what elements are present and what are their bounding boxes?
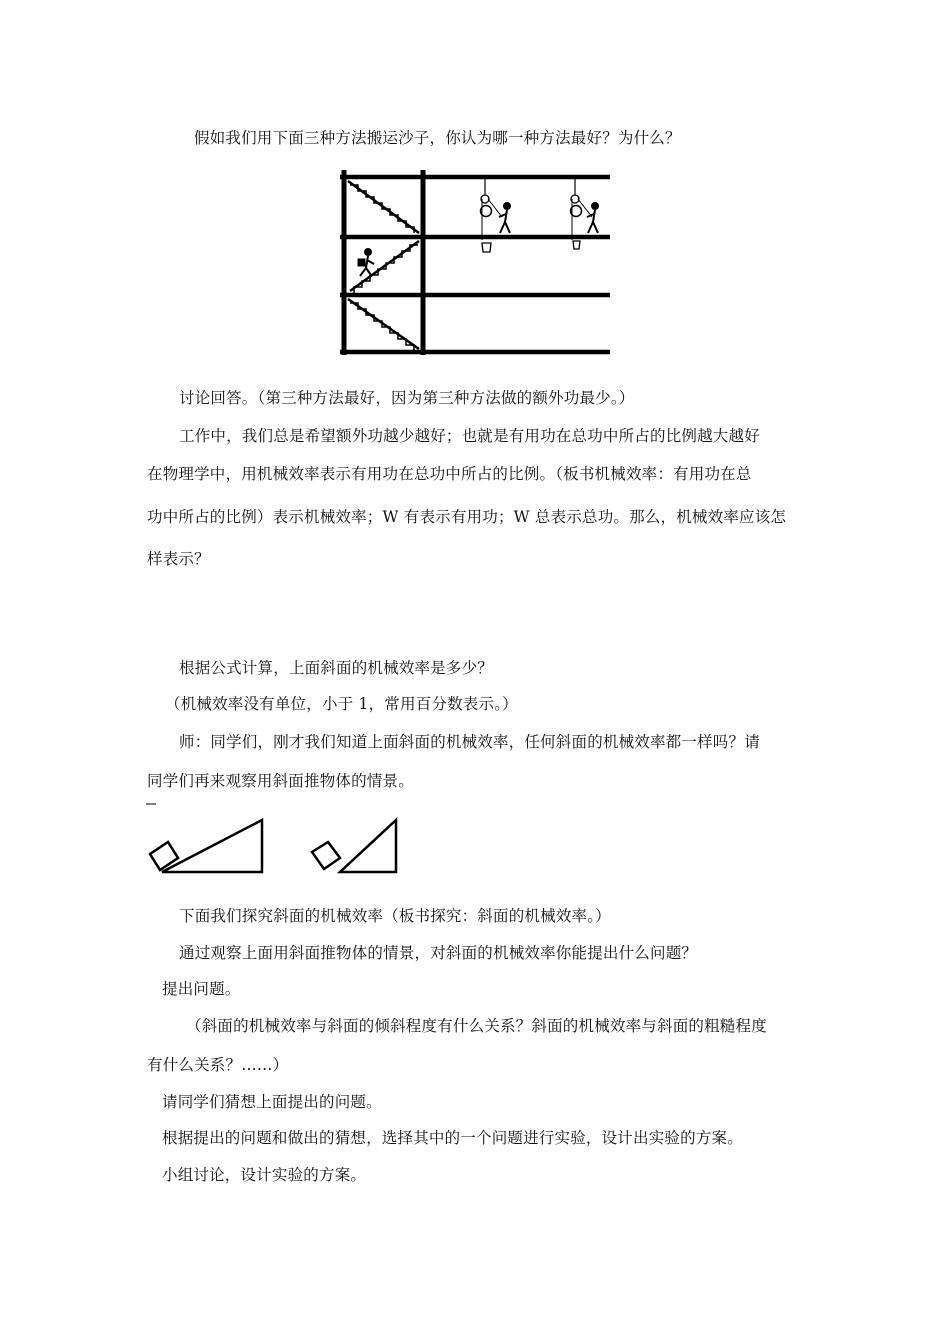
sand-carrying-figure [330, 165, 615, 360]
calc-question: 根据公式计算，上面斜面的机械效率是多少？ [179, 659, 494, 677]
paragraph-line: 功中所占的比例）表示机械效率；W 有表示有用功；W 总表示总功。那么，机械效率应该怎 [147, 508, 787, 526]
observe-line: 通过观察上面用斜面推物体的情景，对斜面的机械效率你能提出什么问题？ [179, 944, 698, 962]
paragraph-line: 工作中，我们总是希望额外功越少越好；也就是有用功在总功中所占的比例越大越好 [179, 427, 760, 445]
teacher-line: 同学们再来观察用斜面推物体的情景。 [147, 772, 414, 790]
explore-line: 下面我们探究斜面的机械效率（板书探究：斜面的机械效率。） [179, 907, 611, 925]
questions-line: 有什么关系？……） [147, 1056, 289, 1074]
paragraph-line: 样表示？ [147, 550, 210, 568]
guess-line: 请同学们猜想上面提出的问题。 [162, 1093, 382, 1111]
raise-question: 提出问题。 [162, 980, 241, 998]
questions-line: （斜面的机械效率与斜面的倾斜程度有什么关系？斜面的机械效率与斜面的粗糙程度 [186, 1017, 767, 1035]
paragraph-line: 在物理学中，用机械效率表示有用功在总功中所占的比例。（板书机械效率：有用功在总 [147, 465, 752, 483]
unit-note: （机械效率没有单位，小于 1，常用百分数表示。） [165, 695, 518, 713]
question-intro: 假如我们用下面三种方法搬运沙子，你认为哪一种方法最好？为什么？ [194, 129, 681, 147]
teacher-line: 师：同学们，刚才我们知道上面斜面的机械效率，任何斜面的机械效率都一样吗？请 [179, 733, 760, 751]
discussion-answer: 讨论回答。（第三种方法最好，因为第三种方法做的额外功最少。） [179, 389, 635, 407]
inclined-planes-figure [140, 800, 420, 880]
group-line: 小组讨论，设计实验的方案。 [162, 1166, 367, 1184]
choose-line: 根据提出的问题和做出的猜想，选择其中的一个问题进行实验，设计出实验的方案。 [162, 1129, 743, 1147]
